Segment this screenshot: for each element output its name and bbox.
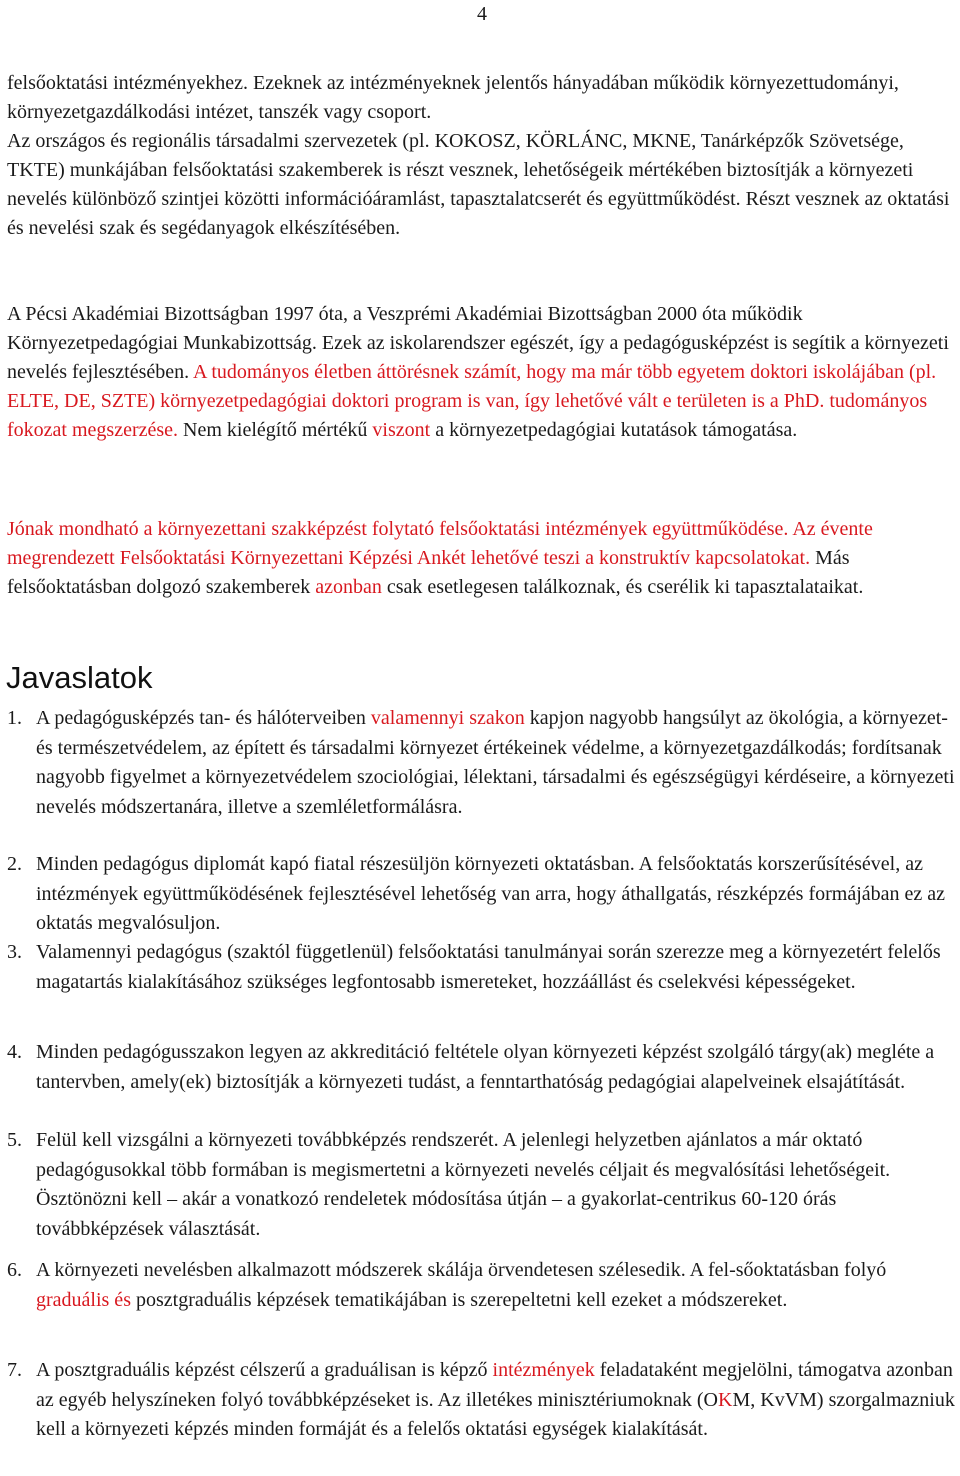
text-segment: posztgraduális képzések tematikájában is szerepeltetni kell ezeket a módszereket. <box>130 1288 788 1311</box>
section-heading: Javaslatok <box>6 660 153 695</box>
list-item-7 <box>7 1356 957 1445</box>
list-number: 2. <box>7 853 22 875</box>
text-segment: csak esetlegesen találkoznak, és cserélik ki tapasztalataikat. <box>381 576 864 598</box>
highlight-segment: A tudományos életben áttörésnek számít, hogy ma már több egyetem doktori iskolájában (pl. ELTE, DE, SZTE) környezetpedagógiai doktori program is van, így lehetővé vált e területen is a PhD. tudományos fokozat megszerzése. <box>7 361 937 441</box>
text-segment: Nem kielégítő mértékű <box>178 419 373 441</box>
text-segment: M, KvVM) szorgalmazniuk kell a környezeti képzés minden formáját és a felelős oktatási egységek kialakítását. <box>36 1388 955 1440</box>
list-text <box>36 1256 957 1315</box>
list-number: 6. <box>7 1259 22 1281</box>
text-segment: A Pécsi Akadémiai Bizottságban 1997 óta, a Veszprémi Akadémiai Bizottságban 2000 óta működik Környezetpedagógiai Munkabizottság. Ezek az iskolarendszer egészét, így a pedagógusképzést is segítik a környezeti nevelés fejlesztésében. <box>7 303 949 383</box>
paragraph-intro: felsőoktatási intézményekhez. Ezeknek az intézményeknek jelentős hányadában működik környezettudományi, környezetgazdálkodási intézet, tanszék vagy csoport. <box>7 72 899 123</box>
paragraph-cooperation <box>7 515 957 602</box>
highlight-segment: valamennyi szakon <box>370 707 525 729</box>
list-item-1 <box>7 704 957 822</box>
list-item-5 <box>7 1126 957 1244</box>
highlight-segment: Jónak mondható a környezettani szakképzést folytató felsőoktatási intézmények együttműködése. Az évente megrendezett Felsőoktatási Környezettani Képzési Ankét lehetővé teszi a konstruktív kapcsolatokat. <box>7 518 873 569</box>
list-text <box>36 1356 957 1445</box>
paragraph-ngo: Az országos és regionális társadalmi szervezetek (pl. KOKOSZ, KÖRLÁNC, MKNE, Tanárképzők Szövetsége, TKTE) munkájában felsőoktatási szakemberek is részt vesznek, lehetőségeik mértékében biztosítják a környezeti nevelés különböző szintjei közötti információáramlást, tapasztalatcserét és együttműködést. Részt vesznek az oktatási és nevelési szak és segédanyagok elkészítésében. <box>7 130 950 239</box>
highlight-segment: graduális és <box>36 1288 131 1311</box>
list-item-4 <box>7 1038 957 1097</box>
list-number: 3. <box>7 941 22 963</box>
list-number: 5. <box>7 1129 22 1151</box>
text-segment: A pedagógusképzés tan- és hálóterveiben <box>36 707 371 729</box>
highlight-segment: intézmények <box>492 1359 595 1381</box>
page-number: 4 <box>477 3 487 25</box>
list-text <box>36 704 957 822</box>
paragraph-institutions <box>7 69 957 243</box>
highlight-segment: K <box>718 1388 733 1411</box>
text-segment: a környezetpedagógiai kutatások támogatása. <box>430 419 798 441</box>
text-segment: feladataként megjelölni, támogatva azonban az egyéb helyszíneken folyó továbbképzéseket is. Az illetékes minisztériumoknak (O <box>36 1359 953 1411</box>
list-text: Felül kell vizsgálni a környezeti továbbképzés rendszerét. A jelenlegi helyzetben ajánlatos a már oktató pedagógusokkal több formában is megismertetni a környezeti nevelés céljait és megvalósítási lehetőségeit. Ösztönözni kell – akár a vonatkozó rendeletek módosítása útján – a gyakorlat-centrikus 60-120 órás továbbképzések választását. <box>36 1129 891 1240</box>
list-number: 1. <box>7 707 22 729</box>
text-segment: A környezeti nevelésben alkalmazott módszerek skálája örvendetesen szélesedik. A fel-sőoktatásban folyó <box>36 1259 887 1281</box>
list-number: 4. <box>7 1041 22 1063</box>
list-text: Valamennyi pedagógus (szaktól függetlenül) felsőoktatási tanulmányai során szerezze meg a környezetért felelős magatartás kialakításához szükséges legfontosabb ismereteket, hozzáállást és cselekvési képességeket. <box>36 941 941 993</box>
paragraph-academy <box>7 300 957 445</box>
text-segment: kapjon nagyobb hangsúlyt az ökológia, a környezet- és természetvédelem, az épített és társadalmi környezet értékeinek védelme, a környezetgazdálkodás; fordítsanak nagyobb figyelmet a környezetvédelem szociológiai, lélektani, társadalmi és egészségügyi kérdéseire, a környezeti nevelés módszertanára, illetve a szemléletformálásra. <box>36 707 955 818</box>
list-item-2 <box>7 850 957 939</box>
list-number: 7. <box>7 1359 22 1381</box>
list-item-3 <box>7 938 957 997</box>
list-text: Minden pedagógus diplomát kapó fiatal részesüljön környezeti oktatásban. A felsőoktatás korszerűsítésével, az intézmények együttműködésének fejlesztésével lehetőség van arra, hogy áthallgatás, részképzés formájában ez az oktatás megvalósuljon. <box>36 853 946 934</box>
highlight-segment: viszont <box>372 419 431 441</box>
text-segment: A posztgraduális képzést célszerű a graduálisan is képző <box>36 1359 493 1381</box>
list-item-6 <box>7 1256 957 1315</box>
text-segment: Más felsőoktatásban dolgozó szakemberek <box>7 547 850 598</box>
highlight-segment: azonban <box>315 576 382 598</box>
list-text: Minden pedagógusszakon legyen az akkreditáció feltétele olyan környezeti képzést szolgáló tárgy(ak) megléte a tantervben, amely(ek) biztosítják a környezeti tudást, a fenntarthatóság pedagógiai alapelveinek elsajátítását. <box>36 1041 935 1093</box>
